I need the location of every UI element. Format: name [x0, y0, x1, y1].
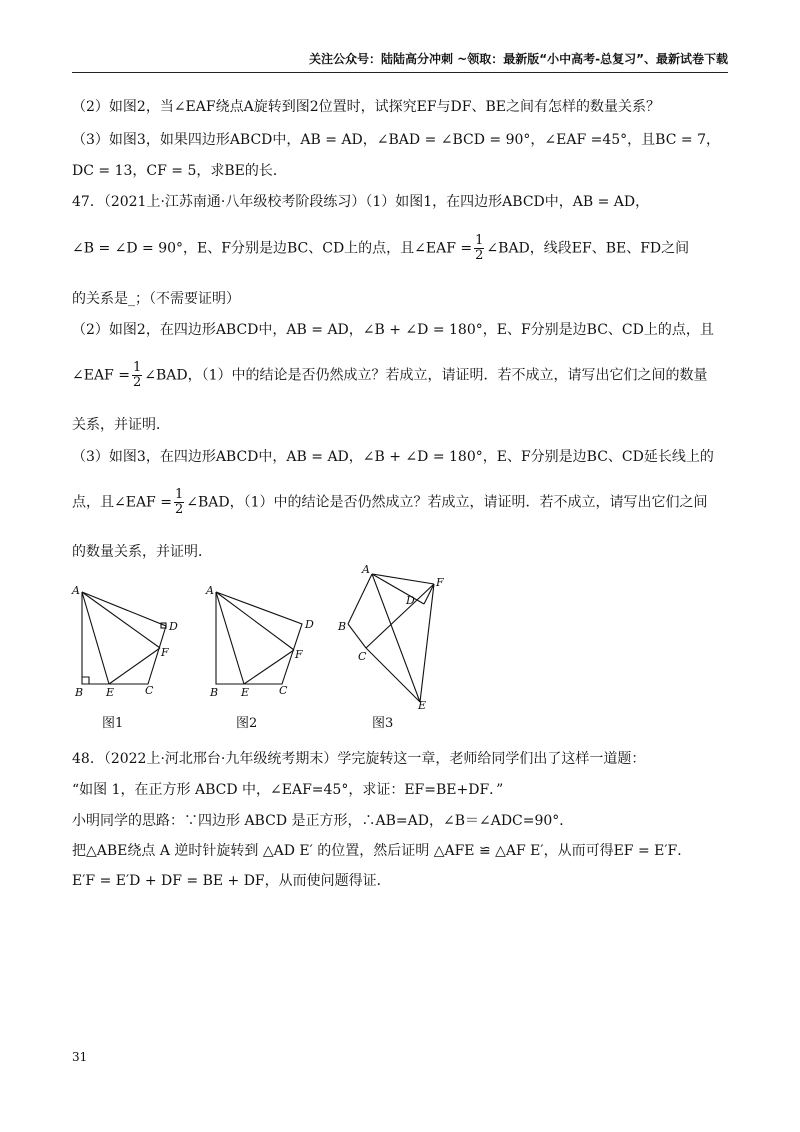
- q47-part3-line: [72, 488, 740, 517]
- label-C: C: [358, 650, 367, 663]
- figure-2-caption: 图2: [236, 716, 258, 731]
- q46-part2: （2）如图2，当∠EAF绕点A旋转到图2位置时，试探究EF与DF、BE之间有怎样的数量关系？: [72, 99, 660, 115]
- q47-intro: 47．（2021上·江苏南通·八年级校考阶段练习）（1）如图1，在四边形ABCD中，AB = AD，: [72, 194, 650, 210]
- q48-idea: 小明同学的思路：∵四边形 ABCD 是正方形，∴AB=AD，∠B＝∠ADC=90°．: [72, 813, 574, 829]
- label-B: B: [210, 686, 219, 699]
- figure-1: [66, 580, 196, 700]
- page-number: 31: [72, 1050, 88, 1064]
- label-E: E: [106, 686, 115, 699]
- q47-part2-end: 关系，并证明．: [72, 417, 170, 433]
- q47-part1-b: ∠BAD，线段EF、BE、FD之间: [486, 240, 690, 257]
- fraction-half: $\frac{1}{2}$: [132, 361, 142, 390]
- label-F: F: [436, 576, 444, 589]
- label-F: F: [161, 646, 169, 659]
- q47-part2-b: ∠BAD，（1）中的结论是否仍然成立？若成立，请证明．若不成立，请写出它们之间的数量: [144, 367, 708, 384]
- figure-3: [330, 560, 460, 710]
- q48-conclusion: E′F = E′D + DF = BE + DF，从而使问题得证．: [72, 873, 391, 889]
- q47-part3-b: ∠BAD，（1）中的结论是否仍然成立？若成立，请证明．若不成立，请写出它们之间: [186, 494, 708, 511]
- q47-part1-end: 的关系是_；（不需要证明）: [72, 291, 240, 307]
- label-D: D: [169, 620, 178, 633]
- figure-3-caption: 图3: [372, 716, 394, 731]
- q48-problem: “如图 1，在正方形 ABCD 中，∠EAF=45°，求证：EF=BE+DF．”: [72, 782, 504, 798]
- label-C: C: [279, 684, 288, 697]
- q46-part3: （3）如图3，如果四边形ABCD中，AB = AD，∠BAD = ∠BCD = 90°，∠EAF =45°，且BC = 7，: [72, 132, 720, 148]
- q47-part2: （2）如图2，在四边形ABCD中，AB = AD，∠B + ∠D = 180°，E、F分别是边BC、CD上的点，且: [72, 322, 714, 338]
- label-E: E: [418, 699, 427, 710]
- label-E: E: [241, 686, 250, 699]
- fraction-half: $\frac{1}{2}$: [174, 488, 184, 517]
- label-D: D: [406, 594, 415, 607]
- label-C: C: [145, 684, 154, 697]
- label-B: B: [75, 686, 84, 699]
- q47-part2-a: ∠EAF =: [72, 367, 130, 384]
- q47-part1-line: [72, 234, 740, 263]
- label-D: D: [305, 618, 314, 631]
- q47-part3: （3）如图3，在四边形ABCD中，AB = AD，∠B + ∠D = 180°，E、F分别是边BC、CD延长线上的: [72, 449, 714, 465]
- q46-part3-cont: DC = 13，CF = 5，求BE的长．: [72, 163, 287, 179]
- label-B: B: [338, 620, 347, 633]
- label-F: F: [295, 648, 303, 661]
- figure-2: [200, 580, 330, 700]
- label-A: A: [362, 563, 370, 576]
- q48-intro: 48．（2022上·河北邢台·九年级统考期末）学完旋转这一章，老师给同学们出了这样一道题：: [72, 751, 646, 767]
- q47-part3-end: 的数量关系，并证明．: [72, 544, 212, 560]
- label-A: A: [206, 584, 214, 597]
- q47-part2-line: [72, 361, 740, 390]
- q47-part3-a: 点，且∠EAF =: [72, 494, 172, 511]
- q48-rotation: 把△ABE绕点 A 逆时针旋转到 △AD E′ 的位置，然后证明 △AFE ≌ △AF E′，从而可得EF = E′F．: [72, 843, 692, 859]
- label-A: A: [72, 584, 80, 597]
- fraction-half: $\frac{1}{2}$: [475, 234, 484, 263]
- q47-part1-a: ∠B = ∠D = 90°，E、F分别是边BC、CD上的点，且∠EAF =: [72, 240, 473, 257]
- figure-1-caption: 图1: [102, 716, 124, 731]
- page-header: 关注公众号：陆陆高分冲刺 ~领取：最新版“小中高考-总复习”、最新试卷下载: [72, 48, 728, 73]
